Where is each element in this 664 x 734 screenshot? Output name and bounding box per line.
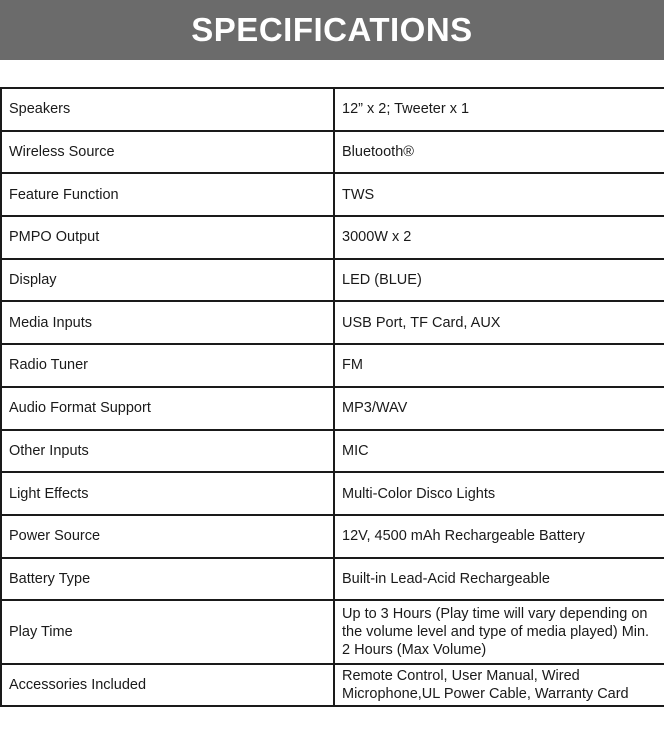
spec-label: Audio Format Support bbox=[1, 387, 334, 430]
spec-label: Feature Function bbox=[1, 173, 334, 216]
spec-value: Bluetooth® bbox=[334, 131, 664, 174]
spec-value: Remote Control, User Manual, Wired Microphone,UL Power Cable, Warranty Card bbox=[334, 664, 664, 706]
spec-label: Other Inputs bbox=[1, 430, 334, 473]
spec-value: Built-in Lead-Acid Rechargeable bbox=[334, 558, 664, 601]
page-title: SPECIFICATIONS bbox=[191, 11, 473, 48]
spec-label: Accessories Included bbox=[1, 664, 334, 706]
spec-value: 3000W x 2 bbox=[334, 216, 664, 259]
spec-label: Wireless Source bbox=[1, 131, 334, 174]
spec-row-pmpo-output bbox=[1, 216, 664, 259]
spec-row-play-time bbox=[1, 600, 664, 664]
spec-row-battery-type bbox=[1, 558, 664, 601]
spec-row-light-effects bbox=[1, 472, 664, 515]
spec-row-media-inputs bbox=[1, 301, 664, 344]
spec-value: LED (BLUE) bbox=[334, 259, 664, 302]
spec-row-feature-function bbox=[1, 173, 664, 216]
spec-row-speakers bbox=[1, 88, 664, 131]
spec-label: Power Source bbox=[1, 515, 334, 558]
specifications-table bbox=[0, 87, 664, 707]
spec-value: Multi-Color Disco Lights bbox=[334, 472, 664, 515]
spec-value: MIC bbox=[334, 430, 664, 473]
spec-row-power-source bbox=[1, 515, 664, 558]
spec-row-wireless-source bbox=[1, 131, 664, 174]
title-banner bbox=[0, 0, 664, 60]
spec-row-audio-format-support bbox=[1, 387, 664, 430]
spec-label: Light Effects bbox=[1, 472, 334, 515]
spec-value: USB Port, TF Card, AUX bbox=[334, 301, 664, 344]
spec-label: Media Inputs bbox=[1, 301, 334, 344]
spec-row-other-inputs bbox=[1, 430, 664, 473]
spec-value: 12” x 2; Tweeter x 1 bbox=[334, 88, 664, 131]
spec-label: Speakers bbox=[1, 88, 334, 131]
spec-label: Battery Type bbox=[1, 558, 334, 601]
spec-value: Up to 3 Hours (Play time will vary depending on the volume level and type of media played) Min. 2 Hours (Max Volume) bbox=[334, 600, 664, 664]
spec-label: Play Time bbox=[1, 600, 334, 664]
spec-row-accessories-included bbox=[1, 664, 664, 706]
spec-row-radio-tuner bbox=[1, 344, 664, 387]
spec-value: FM bbox=[334, 344, 664, 387]
spec-label: Display bbox=[1, 259, 334, 302]
spec-value: MP3/WAV bbox=[334, 387, 664, 430]
spec-row-display bbox=[1, 259, 664, 302]
spec-value: 12V, 4500 mAh Rechargeable Battery bbox=[334, 515, 664, 558]
spec-label: PMPO Output bbox=[1, 216, 334, 259]
spec-value: TWS bbox=[334, 173, 664, 216]
spec-label: Radio Tuner bbox=[1, 344, 334, 387]
